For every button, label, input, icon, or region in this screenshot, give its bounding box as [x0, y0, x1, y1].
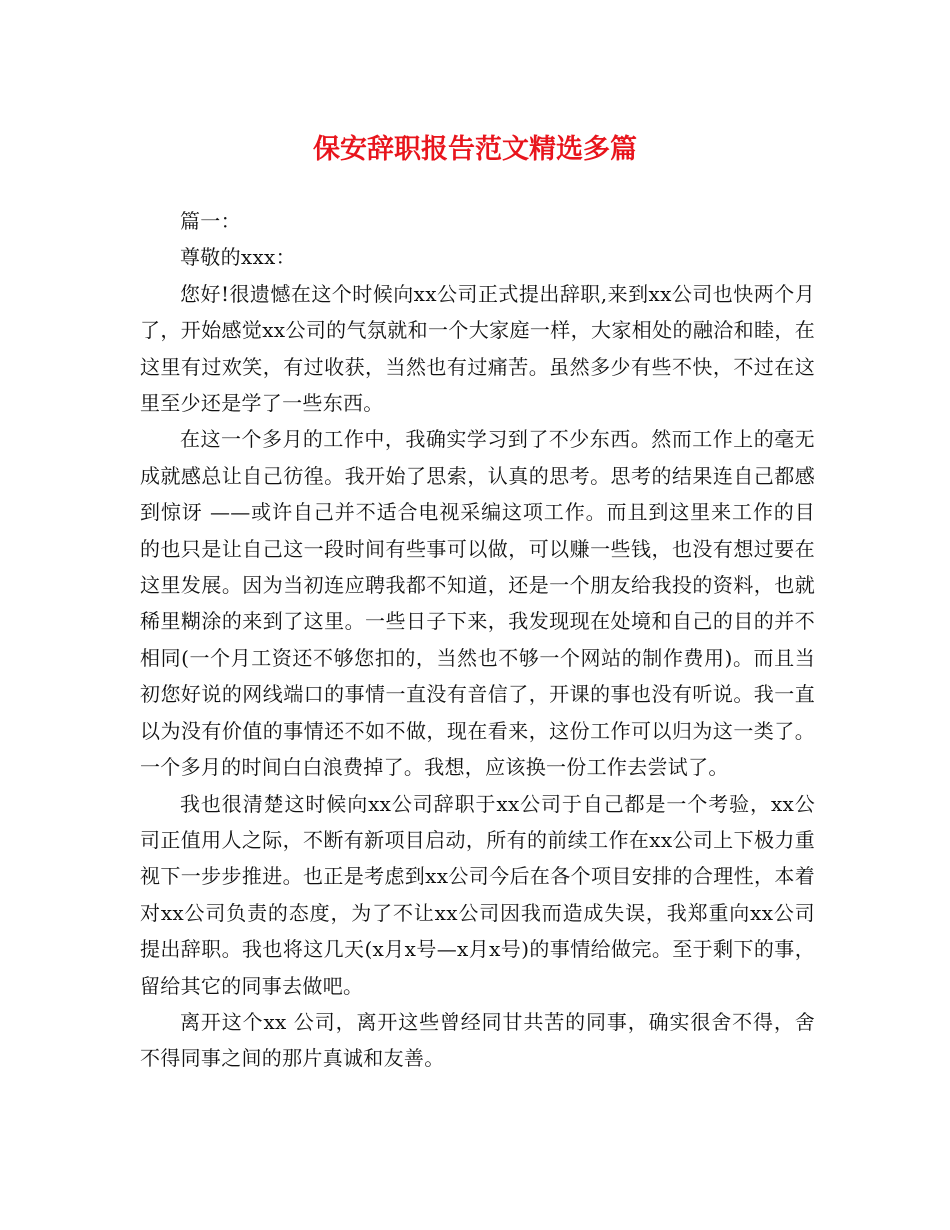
- section-heading: 篇一：: [180, 209, 241, 233]
- paragraph: 您好!很遗憾在这个时候向xx公司正式提出辞职,来到xx公司也快两个月了，开始感觉xx公司的气氛就和一个大家庭一样，大家相处的融洽和睦，在这里有过欢笑，有过收获，当然也有过痛苦。虽然多少有些不快，不过在这里至少还是学了一些东西。: [140, 281, 815, 416]
- paragraph: 我也很清楚这时候向xx公司辞职于xx公司于自己都是一个考验，xx公司正值用人之际，不断有新项目启动，所有的前续工作在xx公司上下极力重视下一步步推进。也正是考虑到xx公司今后在各个项目安排的合理性，本着对xx公司负责的态度，为了不让xx公司因我而造成失误，我郑重向xx公司提出辞职。我也将这几天(x月x号—x月x号)的事情给做完。至于剩下的事，留给其它的同事去做吧。: [140, 791, 815, 998]
- document-body: [140, 203, 815, 1077]
- salutation: 尊敬的xxx：: [180, 245, 296, 270]
- paragraph: 在这一个多月的工作中，我确实学习到了不少东西。然而工作上的毫无成就感总让自己彷徨。我开始了思索，认真的思考。思考的结果连自己都感到惊讶 ——或许自己并不适合电视采编这项工作。而且到这里来工作的目的也只是让自己这一段时间有些事可以做，可以赚一些钱，也没有想过要在这里发展。因为当初连应聘我都不知道，还是一个朋友给我投的资料，也就稀里糊涂的来到了这里。一些日子下来，我发现现在处境和自己的目的并不相同(一个月工资还不够您扣的，当然也不够一个网站的制作费用)。而且当初您好说的网线端口的事情一直没有音信了，开课的事也没有听说。我一直以为没有价值的事情还不如不做，现在看来，这份工作可以归为这一类了。一个多月的时间白白浪费掉了。我想，应该换一份工作去尝试了。: [140, 427, 815, 780]
- paragraph: 离开这个xx 公司，离开这些曾经同甘共苦的同事，确实很舍不得，舍不得同事之间的那片真诚和友善。: [140, 1009, 815, 1071]
- document-title: 保安辞职报告范文精选多篇: [313, 134, 637, 165]
